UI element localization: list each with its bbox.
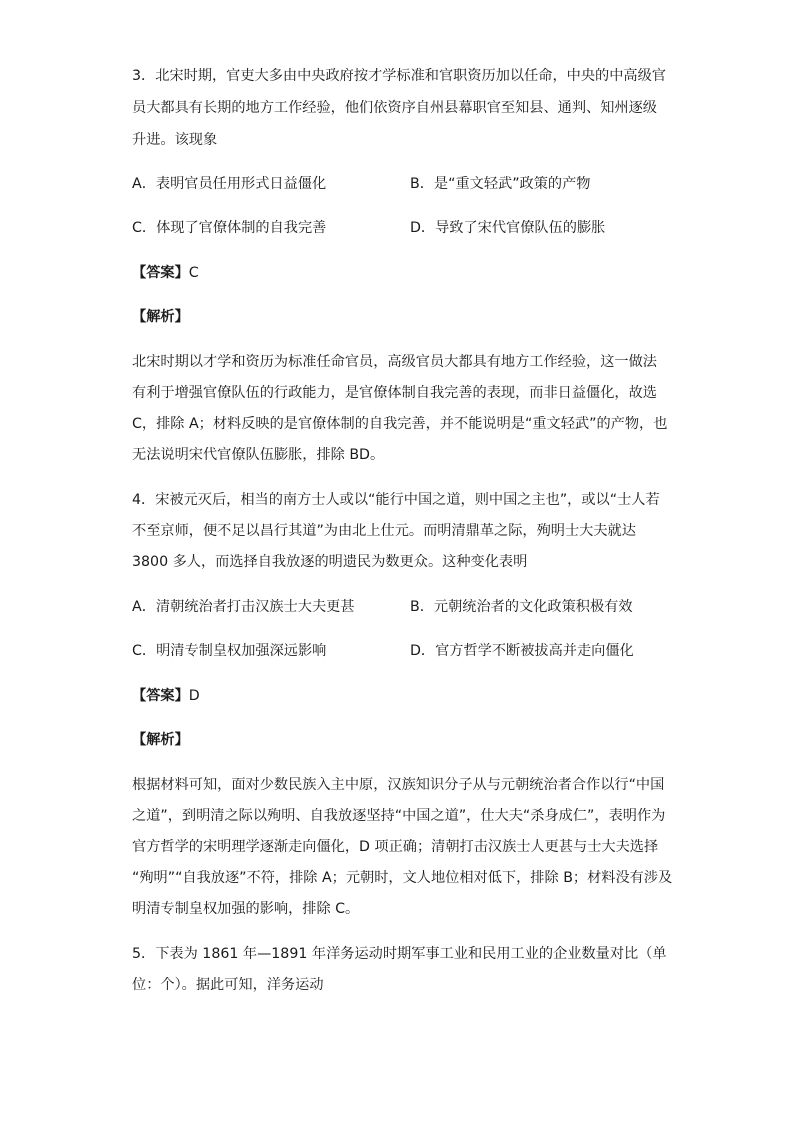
q5-stem-line-1: 5．下表为 1861 年—1891 年洋务运动时期军事工业和民用工业的企业数量对比（单 [132, 946, 667, 962]
q4-analysis-line-4: “殉明”“自我放逐”不符，排除 A；元朝时，文人地位相对低下，排除 B；材料没有涉及 [132, 870, 673, 886]
q3-analysis-line-4: 无法说明宋代官僚队伍膨胀，排除 BD。 [132, 447, 385, 463]
q3-option-c: C．体现了官僚体制的自我完善 [132, 220, 327, 236]
q3-analysis-line-1: 北宋时期以才学和资历为标准任命官员，高级官员大都具有地方工作经验，这一做法 [132, 354, 657, 370]
q4-option-b: B．元朝统治者的文化政策积极有效 [410, 599, 633, 615]
q3-analysis-line-2: 有利于增强官僚队伍的行政能力，是官僚体制自我完善的表现，而非日益僵化，故选 [132, 385, 657, 401]
q4-analysis-line-1: 根据材料可知，面对少数民族入主中原，汉族知识分子从与元朝统治者合作以行“中国 [132, 777, 665, 793]
q4-option-c: C．明清专制皇权加强深远影响 [132, 643, 327, 659]
q3-stem-line-2: 员大都具有长期的地方工作经验，他们依资序自州县幕职官至知县、通判、知州逐级 [132, 100, 657, 116]
q3-analysis-line-3: C，排除 A；材料反映的是官僚体制的自我完善，并不能说明是“重文轻武”的产物，也 [132, 416, 668, 432]
q3-answer [132, 263, 199, 283]
q4-analysis-line-3: 官方哲学的宋明理学逐渐走向僵化，D 项正确；清朝打击汉族士人更甚与士大夫选择 [132, 839, 659, 855]
q3-option-b: B．是“重文轻武”政策的产物 [410, 176, 591, 192]
q3-answer-label: 【答案】 [132, 265, 189, 281]
q4-option-a: A．清朝统治者打击汉族士大夫更甚 [132, 599, 355, 615]
q4-stem-line-2: 不至京师，便不足以昌行其道”为由北上仕元。而明清鼎革之际，殉明士大夫就达 [132, 523, 636, 539]
q5-stem-line-2: 位：个）。据此可知，洋务运动 [132, 977, 324, 993]
q4-answer-value: D [188, 688, 200, 704]
q4-analysis-label: 【解析】 [132, 732, 189, 748]
q3-stem-line-1: 3．北宋时期，官吏大多由中央政府按才学标准和官职资历加以任命，中央的中高级官 [132, 68, 666, 84]
q4-stem-line-3: 3800 多人，而选择自我放逐的明遗民为数更众。这种变化表明 [132, 554, 528, 570]
q4-stem-line-1: 4．宋被元灭后，相当的南方士人或以“能行中国之道，则中国之主也”，或以“士人若 [132, 492, 660, 508]
q3-option-d: D．导致了宋代官僚队伍的膨胀 [410, 220, 606, 236]
q3-option-a: A．表明官员任用形式日益僵化 [132, 176, 327, 192]
q4-answer [132, 686, 200, 706]
q3-stem-line-3: 升进。该现象 [132, 132, 218, 148]
q4-analysis-line-2: 之道”，到明清之际以殉明、自我放逐坚持“中国之道”，仕大夫“杀身成仁”，表明作为 [132, 808, 666, 824]
q4-answer-label: 【答案】 [132, 688, 189, 704]
q3-answer-value: C [188, 265, 199, 281]
q4-analysis-line-5: 明清专制皇权加强的影响，排除 C。 [132, 901, 360, 917]
q4-option-d: D．官方哲学不断被拔高并走向僵化 [410, 643, 634, 659]
q3-analysis-label: 【解析】 [132, 309, 189, 325]
